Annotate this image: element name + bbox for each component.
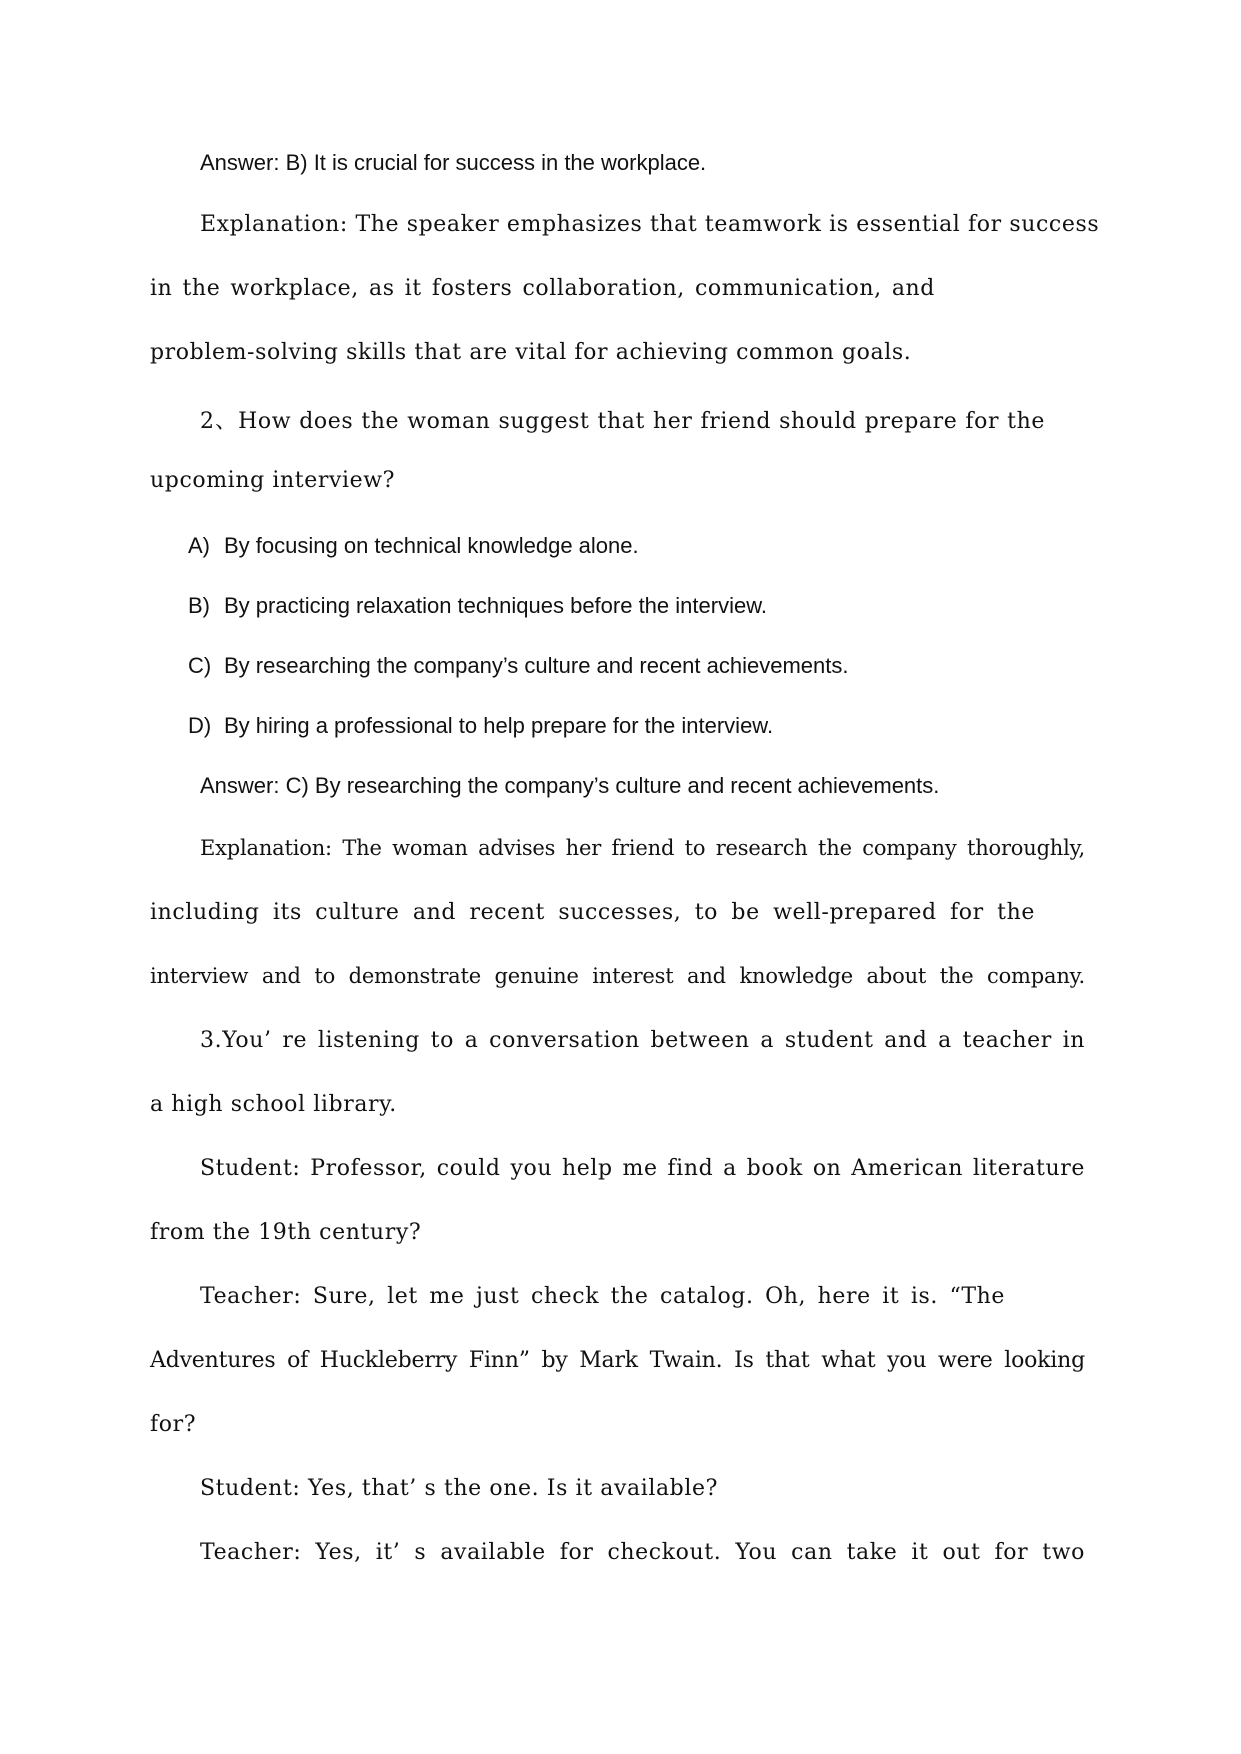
q3-student-line-1: Student: Professor, could you help me find a book on American literature [200, 1156, 1085, 1181]
q1-explanation-line-1: Explanation: The speaker emphasizes that teamwork is essential for success [200, 212, 1100, 237]
q2-question-line-2: upcoming interview? [150, 468, 396, 493]
q3-intro-line-2: a high school library. [150, 1092, 397, 1117]
option-letter: D) [188, 713, 212, 738]
q2-explanation-line-2: including its culture and recent successes, to be well-prepared for the [150, 900, 1035, 925]
q3-teacher-line-2: Adventures of Huckleberry Finn” by Mark Twain. Is that what you were looking [150, 1348, 1085, 1373]
q2-explanation-line-3: interview and to demonstrate genuine interest and knowledge about the company. [150, 964, 1085, 988]
option-text: By hiring a professional to help prepare for the interview. [224, 713, 774, 738]
option-letter: C) [188, 653, 212, 678]
q3-intro-line-1: 3.You’ re listening to a conversation between a student and a teacher in [200, 1028, 1085, 1053]
q3-teacher-line-4: Teacher: Yes, it’ s available for checkout. You can take it out for two [200, 1540, 1085, 1565]
q2-explanation-line-1: Explanation: The woman advises her friend to research the company thoroughly, [200, 836, 1085, 860]
q3-student-line-3: Student: Yes, that’ s the one. Is it available? [200, 1476, 719, 1501]
q3-student-line-2: from the 19th century? [150, 1220, 422, 1245]
option-letter: A) [188, 533, 210, 558]
q3-teacher-line-1: Teacher: Sure, let me just check the catalog. Oh, here it is. “The [200, 1284, 1005, 1309]
q2-question-line-1: 2、How does the woman suggest that her friend should prepare for the [200, 409, 1045, 434]
q2-answer: Answer: C) By researching the company’s culture and recent achievements. [200, 773, 940, 798]
option-text: By focusing on technical knowledge alone. [224, 533, 639, 558]
option-text: By practicing relaxation techniques before the interview. [224, 593, 767, 618]
q1-explanation-line-3: problem-solving skills that are vital for achieving common goals. [150, 340, 912, 365]
q1-explanation-line-2: in the workplace, as it fosters collaboration, communication, and [150, 276, 935, 301]
option-letter: B) [188, 593, 210, 618]
q1-answer: Answer: B) It is crucial for success in the workplace. [200, 150, 707, 175]
q3-teacher-line-3: for? [150, 1412, 197, 1437]
option-text: By researching the company’s culture and recent achievements. [224, 653, 849, 678]
